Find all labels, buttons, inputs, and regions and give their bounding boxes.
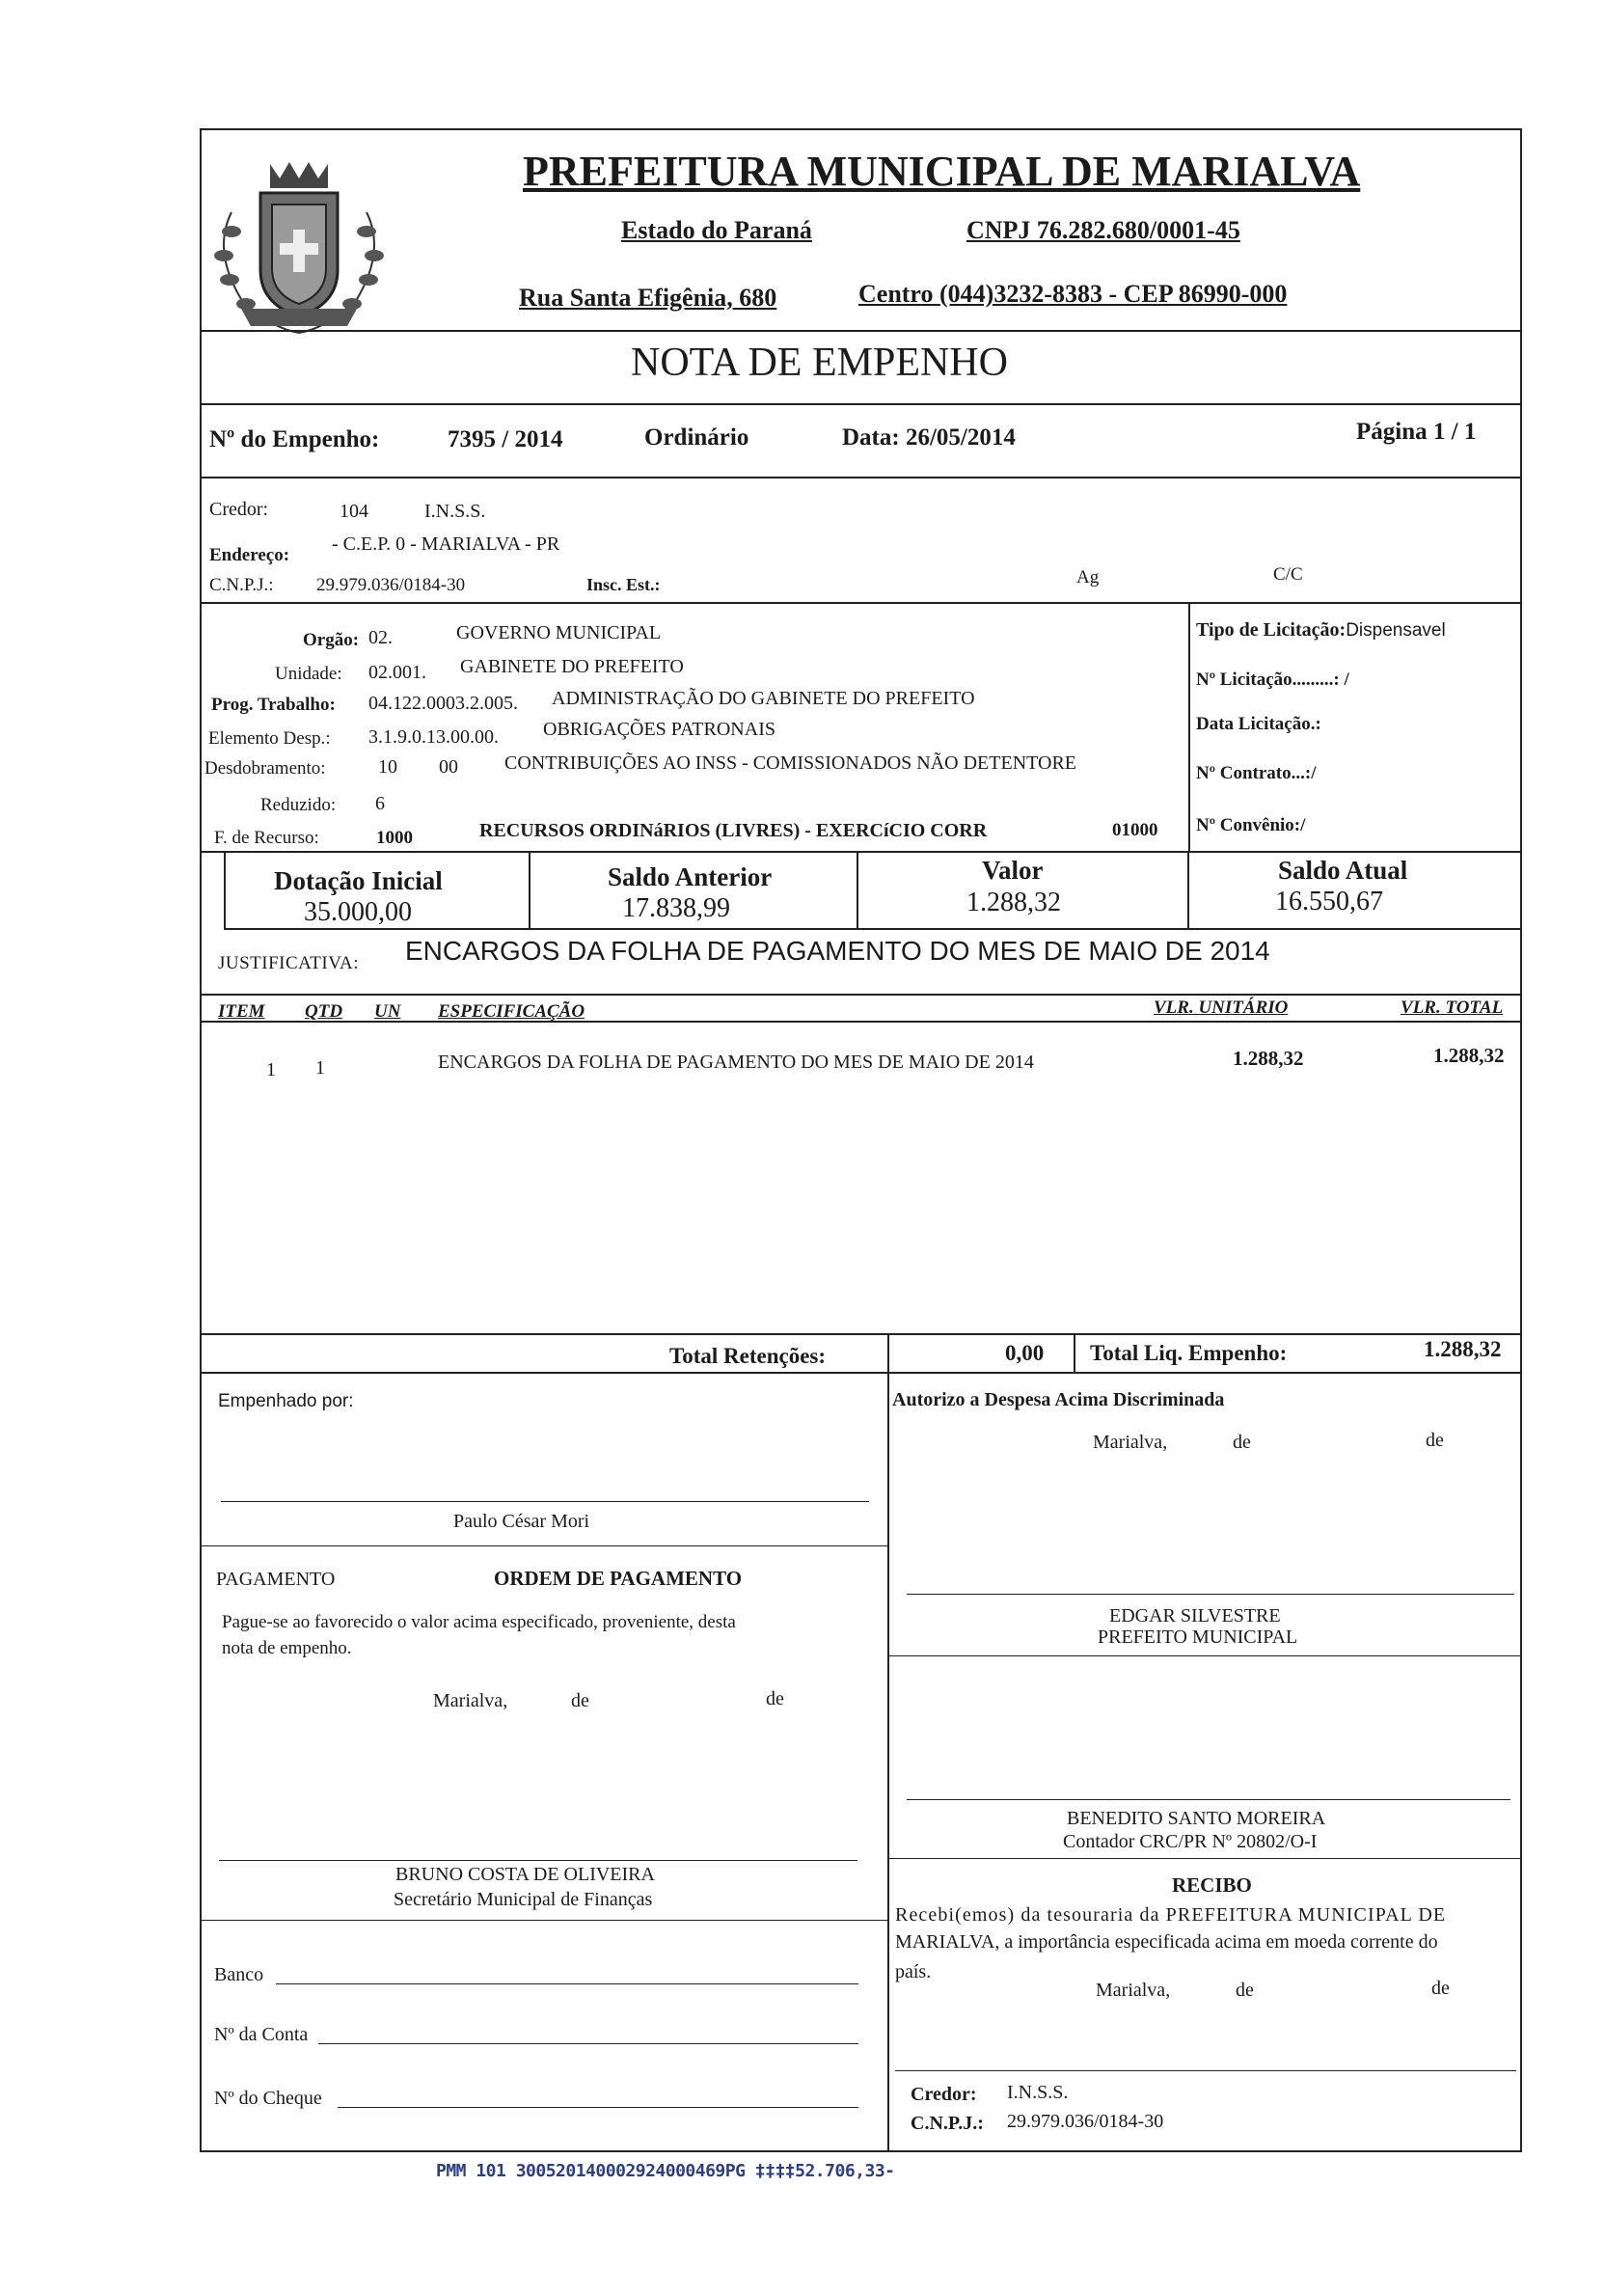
recibo-cnpj-label: C.N.P.J.: [911,2113,984,2134]
data-licitacao: Data Licitação.: [1196,714,1321,734]
empenho-date: Data: 26/05/2014 [842,424,1016,451]
col-especificacao: ESPECIFICAÇÃO [438,1001,585,1022]
pagamento-de1: de [571,1690,589,1711]
prefeitura-title: PREFEITURA MUNICIPAL DE MARIALVA [523,148,1361,195]
orgao-desc: GOVERNO MUNICIPAL [456,622,662,643]
recibo-place: Marialva, [1096,1980,1171,2001]
num-licitacao: Nº Licitação.........: / [1196,670,1349,690]
justificativa-text: ENCARGOS DA FOLHA DE PAGAMENTO DO MES DE MAIO DE 2014 [405,936,1270,966]
autorizo-de1: de [1233,1432,1251,1453]
conta-label: Nº da Conta [214,2024,309,2045]
credor-label: Credor: [209,499,269,520]
reduzido-value: 6 [375,793,385,814]
insc-est-label: Insc. Est.: [586,575,661,594]
recibo-de1: de [1236,1980,1254,2001]
row-qtd: 1 [315,1057,325,1079]
doc-title: NOTA DE EMPENHO [631,341,1008,385]
totals-divider [887,1333,889,1372]
row-unit-value: 1.288,32 [1233,1047,1304,1070]
col-vlr-unitario: VLR. UNITÁRIO [1154,998,1289,1018]
empenho-number: 7395 / 2014 [448,426,563,452]
total-retencoes-value: 0,00 [1005,1341,1045,1365]
dotacao-inicial-value: 35.000,00 [304,897,412,927]
recibo-line3: país. [895,1961,932,1982]
unidade-label: Unidade: [275,664,342,684]
pague-line1: Pague-se ao favorecido o valor acima especificado, proveniente, desta [222,1612,736,1632]
signature-line [221,1501,869,1502]
autorizo-label: Autorizo a Despesa Acima Discriminada [892,1389,1225,1410]
prog-trabalho-desc: ADMINISTRAÇÃO DO GABINETE DO PREFEITO [552,688,975,709]
empenhado-por-label: Empenhado por: [218,1391,354,1411]
footer-divider [887,1372,889,2152]
recibo-cnpj-value: 29.979.036/0184-30 [1007,2111,1164,2132]
cheque-label: Nº do Cheque [214,2088,322,2109]
cnpj-header: CNPJ 76.282.680/0001-45 [966,216,1240,244]
desdobramento-code1: 10 [378,756,397,778]
accountant-name: BENEDITO SANTO MOREIRA [1067,1808,1326,1829]
signature-line [907,1594,1514,1595]
dotacao-divider [1188,602,1190,851]
pagamento-place: Marialva, [433,1690,508,1711]
saldo-anterior-value: 17.838,99 [622,893,730,923]
row-item: 1 [266,1059,276,1080]
street-address: Rua Santa Efigênia, 680 [519,284,777,312]
recibo-credor-value: I.N.S.S. [1007,2082,1069,2103]
row-spec: ENCARGOS DA FOLHA DE PAGAMENTO DO MES DE MAIO DE 2014 [438,1052,1034,1073]
empenho-type: Ordinário [644,424,749,451]
prog-trabalho-label: Prog. Trabalho: [211,695,336,715]
page-number: Página 1 / 1 [1356,419,1477,445]
secretary-title: Secretário Municipal de Finanças [394,1889,653,1910]
col-un: UN [374,1001,401,1022]
coat-of-arms-logo [203,145,395,347]
justificativa-label: JUSTIFICATIVA: [218,953,360,973]
ordem-pagamento-label: ORDEM DE PAGAMENTO [494,1567,743,1590]
recurso-label: F. de Recurso: [214,828,319,848]
secretary-name: BRUNO COSTA DE OLIVEIRA [395,1864,655,1885]
divider [200,1333,1522,1335]
divider [200,403,1522,405]
desdobramento-code2: 00 [439,756,458,778]
total-retencoes-label: Total Retenções: [669,1344,827,1368]
autorizo-de2: de [1426,1430,1444,1451]
accountant-title: Contador CRC/PR Nº 20802/O-I [1063,1831,1318,1852]
credor-code: 104 [340,501,368,522]
saldo-atual-label: Saldo Atual [1278,856,1408,885]
banco-input-line[interactable] [276,1983,858,1984]
pagamento-de2: de [766,1688,784,1709]
credor-cnpj-label: C.N.P.J.: [209,575,274,595]
ag-label: Ag [1076,567,1100,588]
saldo-anterior-label: Saldo Anterior [608,862,773,891]
cheque-input-line[interactable] [338,2107,858,2108]
saldo-atual-value: 16.550,67 [1275,887,1383,916]
valor-value: 1.288,32 [966,888,1061,917]
desdobramento-label: Desdobramento: [204,758,326,779]
divider [200,994,1522,996]
signature-line [907,1799,1510,1800]
signer-paulo: Paulo César Mori [453,1511,590,1532]
banco-label: Banco [214,1964,264,1985]
elemento-desp-label: Elemento Desp.: [208,728,331,749]
mayor-name: EDGAR SILVESTRE [1109,1605,1281,1626]
elemento-desp-desc: OBRIGAÇÕES PATRONAIS [543,719,775,740]
prog-trabalho-code: 04.122.0003.2.005. [368,693,518,714]
cc-label: C/C [1273,564,1303,585]
recurso-code2: 01000 [1112,820,1158,840]
tipo-licitacao [1196,619,1446,642]
divider [200,477,1522,478]
totals-divider [1074,1333,1075,1372]
micr-code: PMM 101 30052014000292400046​9PG ‡‡‡‡52.706,33- [436,2161,895,2181]
reduzido-label: Reduzido: [260,795,337,815]
signature-line [895,2070,1516,2071]
address-contact: Centro (044)3232-8383 - CEP 86990-000 [858,280,1288,308]
col-item: ITEM [218,1001,265,1022]
divider [200,330,1522,332]
col-qtd: QTD [305,1001,343,1022]
divider [887,1655,1522,1656]
row-total-value: 1.288,32 [1433,1044,1505,1067]
credor-name: I.N.S.S. [424,501,486,522]
total-liq-value: 1.288,32 [1424,1337,1502,1361]
tipo-licitacao-value: Dispensavel [1346,620,1446,641]
recibo-credor-label: Credor: [911,2084,977,2105]
recurso-desc: RECURSOS ORDINáRIOS (LIVRES) - EXERCíCIO CORR [479,820,988,841]
recibo-line1: Recebi(emos) da tesouraria da PREFEITURA MUNICIPAL DE [895,1904,1447,1926]
divider [200,602,1522,604]
mayor-title: PREFEITO MUNICIPAL [1098,1626,1298,1648]
divider [887,1858,1522,1859]
desdobramento-desc: CONTRIBUIÇÕES AO INSS - COMISSIONADOS NÃO DETENTORE [504,752,1076,774]
num-convenio: Nº Convênio:/ [1196,815,1306,835]
state-name: Estado do Paraná [621,216,812,244]
col-vlr-total: VLR. TOTAL [1401,998,1504,1018]
divider [200,1920,887,1921]
recibo-line2: MARIALVA, a importância especificada acima em moeda corrente do [895,1931,1438,1953]
valor-label: Valor [982,856,1044,885]
empenho-number-label: Nº do Empenho: [209,426,380,452]
endereco-label: Endereço: [209,545,290,565]
tipo-licitacao-label: Tipo de Licitação: [1196,619,1347,641]
recibo-label: RECIBO [1172,1873,1252,1897]
unidade-code: 02.001. [368,662,426,683]
divider [200,1545,887,1546]
endereco-value: - C.E.P. 0 - MARIALVA - PR [332,533,560,555]
orgao-code: 02. [368,627,393,648]
conta-input-line[interactable] [318,2043,858,2044]
signature-line [219,1860,857,1861]
orgao-label: Orgão: [303,630,360,650]
unidade-desc: GABINETE DO PREFEITO [460,656,684,677]
recurso-code: 1000 [376,828,413,848]
pague-line2: nota de empenho. [222,1638,352,1658]
recibo-de2: de [1431,1978,1450,1999]
dotacao-inicial-label: Dotação Inicial [274,866,443,895]
divider [200,1372,1522,1374]
autorizo-place: Marialva, [1093,1432,1168,1453]
total-liq-label: Total Liq. Empenho: [1090,1341,1288,1365]
elemento-desp-code: 3.1.9.0.13.00.00. [368,726,499,748]
pagamento-label: PAGAMENTO [216,1569,336,1590]
num-contrato: Nº Contrato...:/ [1196,763,1317,783]
credor-cnpj: 29.979.036/0184-30 [316,575,466,595]
